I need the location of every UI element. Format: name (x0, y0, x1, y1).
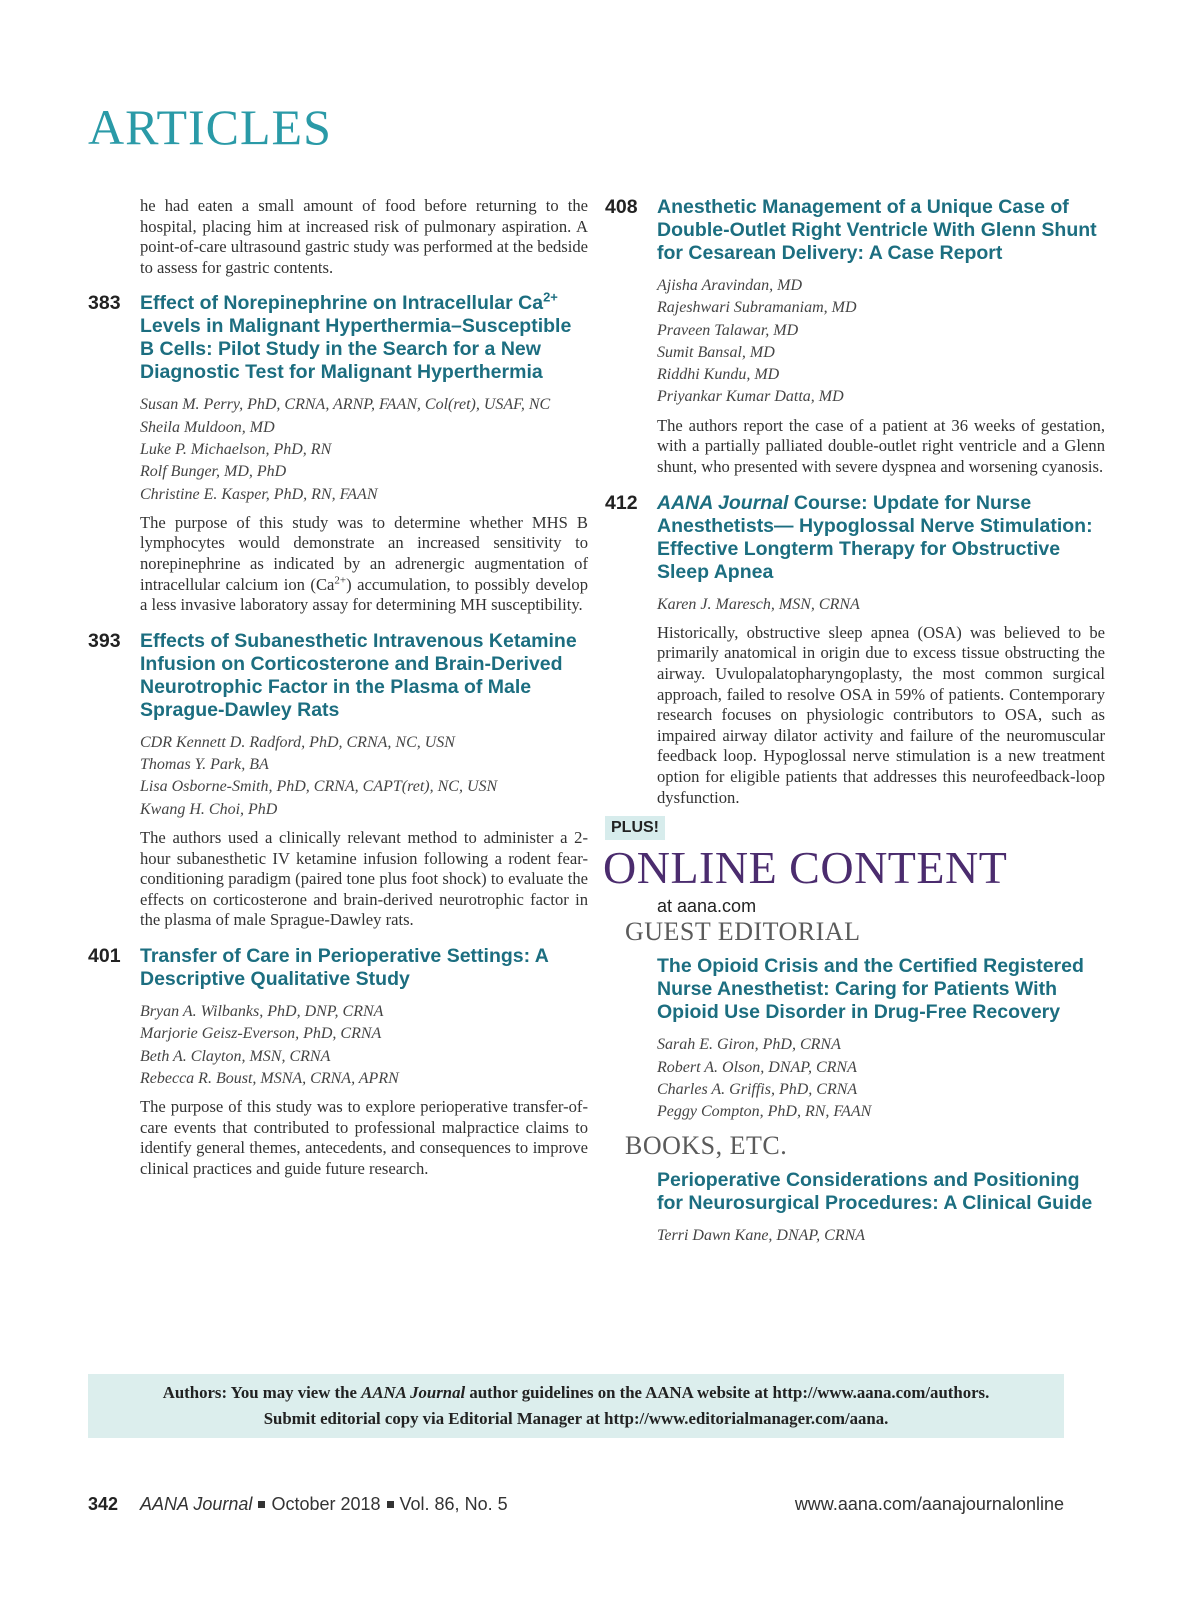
author-list (657, 1034, 1105, 1123)
article-page-number: 408 (605, 196, 638, 218)
journal-name: AANA Journal (140, 1494, 253, 1514)
books-heading: BOOKS, ETC. (625, 1131, 788, 1161)
article-abstract: Historically, obstructive sleep apnea (OSA) was believed to be primarily anatomical in origin due to excess tissue obstructing the airway. Uvulopalatopharyngoplasty, the most common surgical approach, failed to resolve OSA in 59% of patients. Contemporary research focuses on physiologic contributors to OSA, such as impaired airway dilator activity and failure of the neuromuscular feedback loop. Hypoglossal nerve stimulation is a new treatment option for eligible patients that addresses this neurofeedback-loop dysfunction. (657, 622, 1105, 807)
article-title[interactable]: Transfer of Care in Perioperative Settings: A Descriptive Qualitative Study (140, 944, 549, 990)
author: Sumit Bansal, MD (657, 343, 775, 361)
author: Terri Dawn Kane, DNAP, CRNA (657, 1227, 866, 1245)
online-content-subtitle: at aana.com (657, 896, 757, 917)
guest-editorial-heading: GUEST EDITORIAL (625, 917, 861, 947)
author: Luke P. Michaelson, PhD, RN (140, 440, 332, 458)
left-column (88, 196, 588, 1180)
section-title: ARTICLES (88, 99, 332, 155)
journal-url-link[interactable]: www.aana.com/aanajournalonline (794, 1494, 1064, 1514)
article-383 (88, 289, 588, 615)
square-bullet-icon (258, 1501, 265, 1508)
article-abstract: The purpose of this study was to determine whether MHS B lymphocytes would demonstrate an increased sensitivity to norepinephrine as indicated by an adrenergic augmentation of intracellular calcium ion $(Ca^{2+})$ accumulation, to possibly develop a less invasive laboratory assay for determining MH susceptibility. (140, 512, 588, 615)
plus-badge: PLUS! (605, 816, 665, 840)
author: Charles A. Griffis, PhD, CRNA (657, 1080, 858, 1098)
issue-date: October 2018 (271, 1494, 381, 1514)
books-item (657, 1169, 1105, 1247)
square-bullet-icon (387, 1501, 394, 1508)
right-column (605, 196, 1105, 1248)
author: Bryan A. Wilbanks, PhD, DNP, CRNA (140, 1002, 384, 1020)
author: Sheila Muldoon, MD (140, 418, 275, 436)
author: Priyankar Kumar Datta, MD (657, 388, 844, 406)
article-title[interactable]: Effect of Norepinephrine on Intracellular $Ca^{2+}$ Levels in Malignant Hyperthermia–Susceptible B Cells: Pilot Study in the Search for a New Diagnostic Test for Malignant Hyperthermia (140, 289, 572, 384)
article-412 (605, 492, 1105, 809)
guest-editorial-item (657, 955, 1105, 1123)
author: Susan M. Perry, PhD, CRNA, ARNP, FAAN, Col(ret), USAF, NC (140, 396, 551, 414)
article-401 (88, 945, 588, 1180)
article-abstract: The purpose of this study was to explore perioperative transfer-of-care events that contributed to professional malpractice claims to identify general themes, antecedents, and consequences to improve clinical practices and guide future research. (140, 1097, 588, 1178)
article-title[interactable]: Effects of Subanesthetic Intravenous Ketamine Infusion on Corticosterone and Brain-Derived Neurotrophic Factor in the Plasma of Male Sprague-Dawley Rats (140, 629, 577, 721)
author: Thomas Y. Park, BA (140, 756, 269, 774)
author-list (657, 594, 1105, 616)
author: Riddhi Kundu, MD (657, 366, 780, 384)
author-list (140, 394, 588, 505)
volume-issue: Vol. 86, No. 5 (399, 1494, 508, 1514)
author-list (140, 1001, 588, 1090)
article-page-number: 383 (88, 292, 121, 315)
book-title[interactable]: Perioperative Considerations and Positioning for Neurosurgical Procedures: A Clinical Guide (657, 1169, 1093, 1215)
author: Marjorie Geisz-Everson, PhD, CRNA (140, 1025, 382, 1043)
author-list (657, 1225, 1105, 1247)
notice-line-1: Authors: You may view the AANA Journal author guidelines on the AANA website at http://www.aana.com/authors. (162, 1383, 990, 1402)
author: Christine E. Kasper, PhD, RN, FAAN (140, 485, 378, 503)
author: Robert A. Olson, DNAP, CRNA (657, 1058, 857, 1076)
author: Peggy Compton, PhD, RN, FAAN (657, 1103, 872, 1121)
author-list (657, 275, 1105, 409)
article-page-number: 401 (88, 944, 121, 967)
author: Karen J. Maresch, MSN, CRNA (657, 595, 860, 613)
article-title[interactable]: Anesthetic Management of a Unique Case of Double-Outlet Right Ventricle With Glenn Shunt for Cesarean Delivery: A Case Report (657, 196, 1097, 264)
author-list (140, 732, 588, 821)
page-footer (88, 1494, 1064, 1515)
author: Praveen Talawar, MD (657, 321, 799, 339)
author: Rolf Bunger, MD, PhD (140, 463, 287, 481)
article-abstract: The authors used a clinically relevant method to administer a 2-hour subanesthetic IV ketamine infusion following a rodent fear-conditioning paradigm (paired tone plus foot shock) to evaluate the effects on corticosterone and brain-derived neurotrophic factor in the plasma of male Sprague-Dawley rats. (140, 828, 588, 930)
author: Sarah E. Giron, PhD, CRNA (657, 1036, 841, 1054)
author: Ajisha Aravindan, MD (657, 277, 803, 294)
online-content-section (605, 808, 1105, 1247)
article-page-number: 393 (88, 629, 121, 652)
author: Beth A. Clayton, MSN, CRNA (140, 1047, 331, 1065)
notice-line-2: Submit editorial copy via Editorial Manager at http://www.editorialmanager.com/aana. (263, 1409, 889, 1428)
online-content-title: ONLINE CONTENT (603, 842, 1008, 894)
author: Rajeshwari Subramaniam, MD (657, 299, 857, 317)
continued-abstract: he had eaten a small amount of food before returning to the hospital, placing him at increased risk of pulmonary aspiration. A point-of-care ultrasound gastric study was performed at the bedside to assess for gastric contents. (140, 196, 588, 277)
author: Rebecca R. Boust, MSNA, CRNA, APRN (140, 1069, 399, 1087)
article-title[interactable]: AANA Journal Course: Update for Nurse Anesthetists— Hypoglossal Nerve Stimulation: Effective Longterm Therapy for Obstructive Sleep Apnea (657, 491, 1093, 583)
guest-editorial-title[interactable]: The Opioid Crisis and the Certified Registered Nurse Anesthetist: Caring for Patients With Opioid Use Disorder in Drug-Free Recovery (657, 955, 1084, 1024)
article-408 (605, 196, 1105, 478)
article-abstract: The authors report the case of a patient at 36 weeks of gestation, with a partially palliated double-outlet right ventricle and a Glenn shunt, who presented with severe dyspnea and worsening cyanosis. (657, 415, 1105, 476)
author: Lisa Osborne-Smith, PhD, CRNA, CAPT(ret), NC, USN (140, 778, 498, 796)
author: CDR Kennett D. Radford, PhD, CRNA, NC, USN (140, 733, 455, 751)
author: Kwang H. Choi, PhD (140, 800, 278, 818)
author-guidelines-notice (88, 1374, 1064, 1438)
page-number: 342 (88, 1494, 119, 1514)
article-page-number: 412 (605, 491, 638, 514)
article-393 (88, 630, 588, 931)
